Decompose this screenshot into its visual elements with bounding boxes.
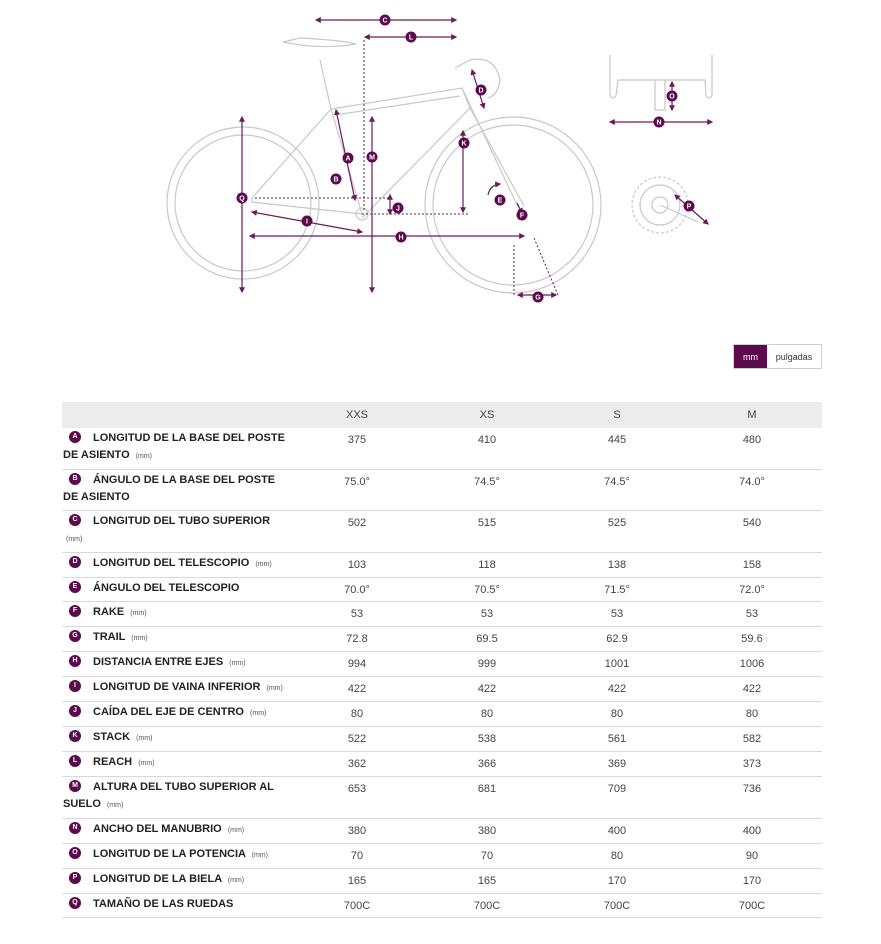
row-label-text: STACK (93, 731, 131, 743)
row-key-badge: O (69, 847, 81, 859)
row-label-text: LONGITUD DE LA BIELA (93, 873, 222, 885)
row-label (62, 702, 292, 727)
row-unit: (mm) (138, 760, 155, 767)
table-cell: 400 (682, 819, 822, 844)
row-unit: (mm) (227, 877, 245, 884)
badge-p (684, 201, 695, 212)
table-cell: 700C (422, 894, 552, 918)
table-cell: 158 (682, 553, 822, 578)
svg-text:P: P (686, 203, 692, 211)
row-label-text: ALTURA DEL TUBO SUPERIOR AL SUELO (63, 781, 274, 810)
geometry-table (62, 402, 822, 918)
badge-h (396, 232, 407, 243)
svg-text:K: K (461, 140, 467, 148)
table-cell: 80 (682, 702, 822, 727)
table-cell: 480 (682, 428, 822, 470)
row-label (62, 602, 292, 627)
table-header-row (62, 402, 822, 428)
badge-c (380, 15, 391, 26)
table-cell: 422 (552, 677, 682, 702)
table-cell: 369 (552, 752, 682, 777)
svg-text:I: I (306, 218, 308, 226)
row-label (62, 553, 292, 578)
row-key-badge: C (69, 514, 81, 526)
row-label (62, 752, 292, 777)
badge-j (393, 203, 404, 214)
table-row (62, 819, 822, 844)
dimension-lines (242, 17, 712, 295)
row-unit: (mm) (130, 610, 147, 617)
row-label-text: LONGITUD DE LA POTENCIA (93, 848, 246, 860)
row-label-text: LONGITUD DEL TELESCOPIO (93, 557, 250, 569)
table-cell: 422 (292, 677, 422, 702)
row-key-badge: L (69, 755, 81, 767)
table-cell: 700C (552, 894, 682, 918)
badge-o (667, 91, 678, 102)
badge-n (654, 117, 665, 128)
table-cell: 118 (422, 553, 552, 578)
row-label-text: TAMAÑO DE LAS RUEDAS (93, 898, 234, 910)
table-row (62, 702, 822, 727)
table-row (62, 470, 822, 511)
badge-m (367, 152, 378, 163)
table-cell: 522 (292, 727, 422, 752)
table-row (62, 894, 822, 918)
svg-text:H: H (398, 234, 404, 242)
badge-d (476, 85, 487, 96)
svg-text:E: E (497, 197, 503, 205)
table-cell: 380 (292, 819, 422, 844)
svg-text:D: D (478, 87, 484, 95)
row-key-badge: P (69, 872, 81, 884)
badge-k (459, 138, 470, 149)
row-key-badge: M (69, 780, 81, 792)
header-size: XXS (292, 402, 422, 428)
table-cell: 540 (682, 511, 822, 553)
row-unit: (mm) (135, 453, 153, 460)
table-cell: 681 (422, 777, 552, 819)
table-row (62, 602, 822, 627)
table-cell: 80 (552, 844, 682, 869)
table-cell: 561 (552, 727, 682, 752)
badge-q (237, 193, 248, 204)
table-cell: 72.0° (682, 578, 822, 602)
row-label-text: DISTANCIA ENTRE EJES (93, 656, 224, 668)
header-size: XS (422, 402, 552, 428)
row-key-badge: F (69, 605, 81, 617)
table-cell: 74.0° (682, 470, 822, 511)
table-cell: 71.5° (552, 578, 682, 602)
table-cell: 53 (552, 602, 682, 627)
table-row (62, 727, 822, 752)
row-label-text: CAÍDA DEL EJE DE CENTRO (93, 706, 244, 718)
badge-e (495, 195, 506, 206)
row-label (62, 727, 292, 752)
svg-text:J: J (396, 205, 400, 213)
table-cell: 400 (552, 819, 682, 844)
svg-text:M: M (369, 154, 375, 162)
table-cell: 366 (422, 752, 552, 777)
row-label-text: ÁNGULO DEL TELESCOPIO (93, 582, 240, 594)
table-row (62, 428, 822, 470)
row-unit: (mm) (66, 536, 83, 543)
table-cell: 138 (552, 553, 682, 578)
badge-a (343, 153, 354, 164)
badge-b (331, 174, 342, 185)
row-key-badge: B (69, 473, 81, 485)
row-label-text: RAKE (93, 606, 125, 618)
table-cell: 70 (292, 844, 422, 869)
table-cell: 62.9 (552, 627, 682, 652)
table-cell: 80 (552, 702, 682, 727)
table-cell: 70 (422, 844, 552, 869)
row-label-text: LONGITUD DE LA BASE DEL POSTE DE ASIENTO (63, 432, 285, 461)
unit-toggle (733, 344, 822, 369)
row-key-badge: Q (69, 897, 81, 909)
table-cell: 74.5° (552, 470, 682, 511)
table-cell: 103 (292, 553, 422, 578)
table-row (62, 627, 822, 652)
row-unit: (mm) (106, 802, 124, 809)
table-cell: 90 (682, 844, 822, 869)
unit-mm-button[interactable]: mm (734, 345, 767, 368)
row-key-badge: I (69, 680, 81, 692)
table-cell: 538 (422, 727, 552, 752)
row-label (62, 819, 292, 844)
svg-text:B: B (333, 176, 339, 184)
svg-text:Q: Q (239, 195, 245, 203)
row-label (62, 511, 292, 553)
table-cell: 994 (292, 652, 422, 677)
table-row (62, 652, 822, 677)
row-label (62, 894, 292, 918)
row-unit: (mm) (251, 852, 268, 859)
unit-inches-button[interactable]: pulgadas (767, 345, 821, 368)
row-label (62, 652, 292, 677)
table-cell: 525 (552, 511, 682, 553)
table-cell: 53 (682, 602, 822, 627)
table-cell: 70.5° (422, 578, 552, 602)
bike-geometry-diagram (0, 0, 881, 320)
table-cell: 53 (422, 602, 552, 627)
table-cell: 74.5° (422, 470, 552, 511)
table-cell: 380 (422, 819, 552, 844)
table-row (62, 869, 822, 894)
table-cell: 170 (682, 869, 822, 894)
row-label-text: TRAIL (93, 631, 126, 643)
table-cell: 653 (292, 777, 422, 819)
row-label (62, 470, 292, 511)
table-cell: 70.0° (292, 578, 422, 602)
row-key-badge: K (69, 730, 81, 742)
table-cell: 700C (682, 894, 822, 918)
row-key-badge: N (69, 822, 81, 834)
table-cell: 515 (422, 511, 552, 553)
row-unit: (mm) (250, 710, 267, 717)
svg-text:A: A (345, 155, 351, 163)
table-row (62, 511, 822, 553)
row-unit: (mm) (266, 685, 283, 692)
table-row (62, 777, 822, 819)
table-cell: 362 (292, 752, 422, 777)
row-label-text: LONGITUD DEL TUBO SUPERIOR (93, 515, 271, 527)
table-cell: 170 (552, 869, 682, 894)
row-label (62, 844, 292, 869)
row-label (62, 677, 292, 702)
table-cell: 72.8 (292, 627, 422, 652)
table-row (62, 752, 822, 777)
table-cell: 59.6 (682, 627, 822, 652)
badge-f (517, 210, 528, 221)
row-unit: (mm) (255, 561, 272, 568)
row-unit: (mm) (136, 735, 153, 742)
row-key-badge: A (69, 431, 81, 443)
row-label-text: ÁNGULO DE LA BASE DEL POSTE DE ASIENTO (63, 474, 276, 503)
table-row (62, 553, 822, 578)
row-unit: (mm) (229, 660, 246, 667)
badge-i (302, 216, 313, 227)
row-label-text: REACH (93, 756, 133, 768)
row-unit: (mm) (131, 635, 148, 642)
table-cell: 445 (552, 428, 682, 470)
header-size: M (682, 402, 822, 428)
table-cell: 700C (292, 894, 422, 918)
svg-text:G: G (535, 294, 541, 302)
header-blank (62, 402, 292, 428)
svg-text:O: O (669, 93, 675, 101)
table-cell: 80 (422, 702, 552, 727)
table-cell: 1006 (682, 652, 822, 677)
table-cell: 375 (292, 428, 422, 470)
table-cell: 53 (292, 602, 422, 627)
row-label (62, 777, 292, 819)
bike-frame (167, 38, 712, 293)
table-cell: 736 (682, 777, 822, 819)
header-size: S (552, 402, 682, 428)
row-key-badge: D (69, 556, 81, 568)
row-key-badge: G (69, 630, 81, 642)
badge-l (406, 32, 417, 43)
table-cell: 80 (292, 702, 422, 727)
row-key-badge: J (69, 705, 81, 717)
table-cell: 422 (422, 677, 552, 702)
row-label (62, 428, 292, 470)
row-label-text: ANCHO DEL MANUBRIO (93, 823, 222, 835)
table-cell: 69.5 (422, 627, 552, 652)
svg-text:F: F (519, 212, 525, 220)
row-key-badge: H (69, 655, 81, 667)
table-cell: 410 (422, 428, 552, 470)
table-cell: 165 (292, 869, 422, 894)
table-cell: 999 (422, 652, 552, 677)
svg-text:C: C (382, 17, 388, 25)
table-cell: 502 (292, 511, 422, 553)
row-label (62, 578, 292, 602)
row-label (62, 869, 292, 894)
badge-g (533, 292, 544, 303)
svg-text:N: N (656, 119, 662, 127)
table-cell: 422 (682, 677, 822, 702)
row-key-badge: E (69, 581, 81, 593)
table-cell: 709 (552, 777, 682, 819)
table-row (62, 844, 822, 869)
table-row (62, 578, 822, 602)
row-label-text: LONGITUD DE VAINA INFERIOR (93, 681, 261, 693)
row-unit: (mm) (227, 827, 245, 834)
table-cell: 582 (682, 727, 822, 752)
table-cell: 75.0° (292, 470, 422, 511)
table-cell: 1001 (552, 652, 682, 677)
row-label (62, 627, 292, 652)
svg-text:L: L (408, 34, 414, 42)
table-cell: 373 (682, 752, 822, 777)
table-row (62, 677, 822, 702)
table-cell: 165 (422, 869, 552, 894)
